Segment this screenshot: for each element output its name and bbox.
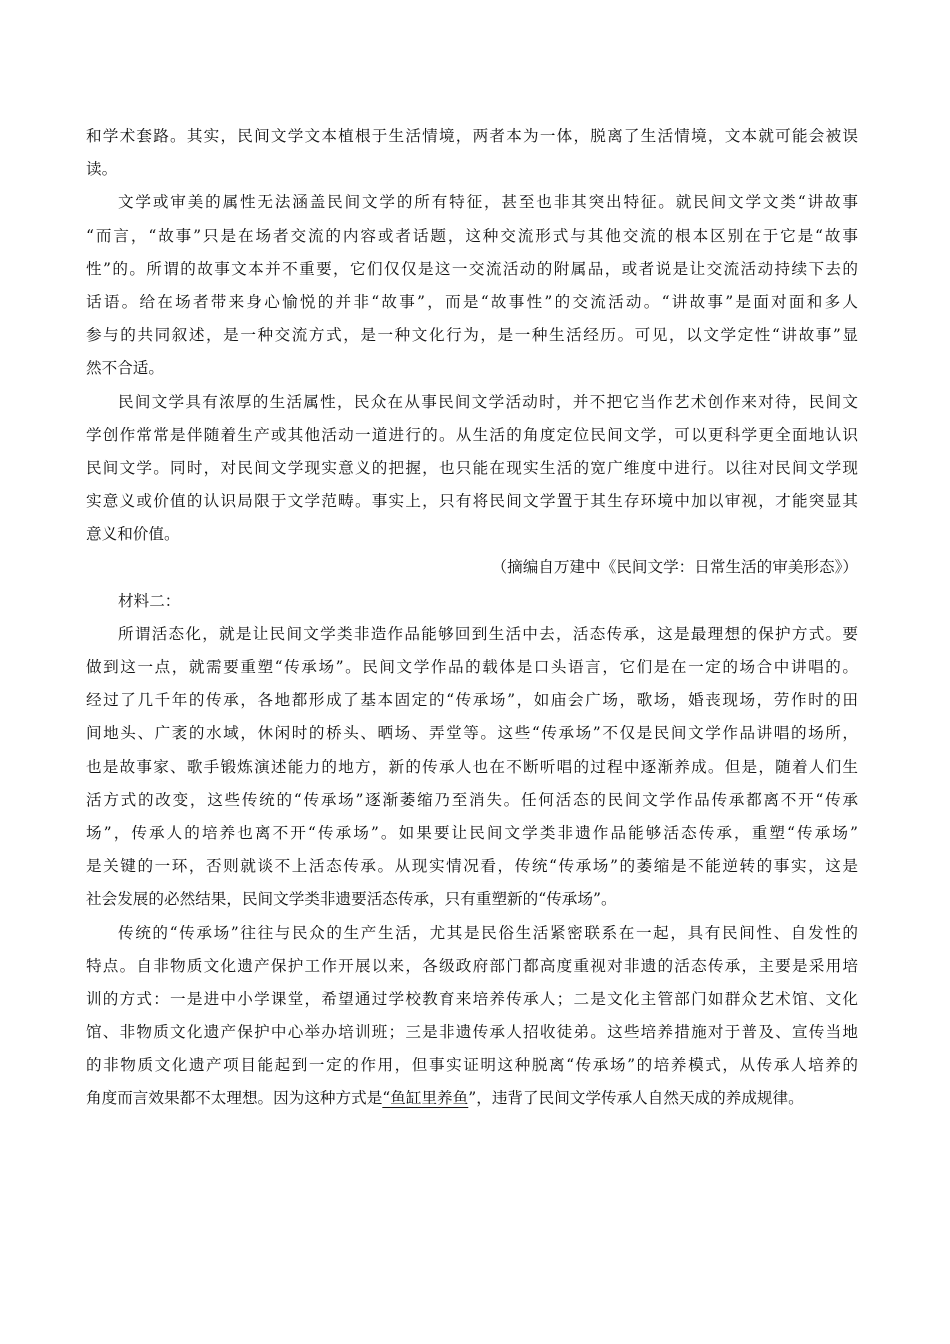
paragraph-1-line-1: 文学或审美的属性无法涵盖民间文学的所有特征，甚至也非其突出特征。就民间文学文类“讲故事	[118, 193, 858, 212]
paragraph-3-line-2: 做到这一点，就需要重塑“传承场”。民间文学作品的载体是口头语言，它们是在一定的场合中讲唱的。	[86, 658, 858, 676]
paragraph-1-line-4: 话语。给在场者带来身心愉悦的并非“故事”，而是“故事性”的交流活动。“讲故事”是面对面和多人	[86, 292, 858, 311]
paragraph-3-line-3: 经过了几千年的传承，各地都形成了基本固定的“传承场”，如庙会广场，歌场，婚丧现场，劳作时的田	[86, 691, 858, 710]
paragraph-4-line-3: 训的方式：一是进中小学课堂，希望通过学校教育来培养传承人；二是文化主管部门如群众艺术馆、文化	[86, 989, 858, 1008]
paragraph-2-line-1: 民间文学具有浓厚的生活属性，民众在从事民间文学活动时，并不把它当作艺术创作来对待，民间文	[118, 392, 858, 411]
material-2-heading: 材料二：	[118, 591, 181, 610]
paragraph-0-line-1: 和学术套路。其实，民间文学文本植根于生活情境，两者本为一体，脱离了生活情境，文本就可能会被误	[86, 127, 858, 145]
paragraph-4-line-5: 的非物质文化遗产项目能起到一定的作用，但事实证明这种脱离“传承场”的培养模式，从传承人培养的	[86, 1056, 858, 1075]
paragraph-3-line-9: 社会发展的必然结果，民间文学类非遗要活态传承，只有重塑新的“传承场”。	[86, 890, 617, 909]
paragraph-4-line-6-end: ”，违背了民间文学传承人自然天成的养成规律。	[468, 1089, 804, 1108]
document-page	[86, 120, 858, 1116]
paragraph-3-line-6: 活方式的改变，这些传统的“传承场”逐渐萎缩乃至消失。任何活态的民间文学作品传承都离不开“传承	[86, 790, 858, 809]
paragraph-3-line-4: 间地头、广袤的水域，休闲时的桥头、晒场、弄堂等。这些“传承场”不仅是民间文学作品讲唱的场所，	[86, 724, 858, 743]
paragraph-4-line-6	[86, 1082, 858, 1115]
paragraph-1-line-5: 参与的共同叙述，是一种交流方式，是一种文化行为，是一种生活经历。可见，以文学定性“讲故事”显	[86, 326, 858, 345]
paragraph-4-line-2: 特点。自非物质文化遗产保护工作开展以来，各级政府部门都高度重视对非遗的活态传承，主要是采用培	[86, 956, 858, 975]
source-citation: （摘编自万建中《民间文学：日常生活的审美形态》）	[491, 558, 858, 577]
underlined-phrase: “鱼缸里养鱼	[382, 1089, 469, 1108]
paragraph-1-line-2: “而言，“故事”只是在场者交流的内容或者话题，这种交流形式与其他交流的根本区别在于它是“故事	[86, 226, 858, 245]
paragraph-2-line-2: 学创作常常是伴随着生产或其他活动一道进行的。从生活的角度定位民间文学，可以更科学更全面地认识	[86, 425, 858, 444]
paragraph-1-line-6: 然不合适。	[86, 359, 164, 378]
paragraph-3-line-1: 所谓活态化，就是让民间文学类非造作品能够回到生活中去，活态传承，这是最理想的保护方式。要	[118, 624, 858, 643]
paragraph-2-line-4: 实意义或价值的认识局限于文学范畴。事实上，只有将民间文学置于其生存环境中加以审视，才能突显其	[86, 492, 858, 511]
paragraph-3-line-7: 场”，传承人的培养也离不开“传承场”。如果要让民间文学类非遗作品能够活态传承，重塑“传承场”	[86, 823, 858, 842]
paragraph-2-line-3: 民间文学。同时，对民间文学现实意义的把握，也只能在现实生活的宽广维度中进行。以往对民间文学现	[86, 458, 858, 477]
paragraph-4-line-4: 馆、非物质文化遗产保护中心举办培训班；三是非遗传承人招收徒弟。这些培养措施对于普及、宣传当地	[86, 1023, 858, 1042]
paragraph-0-line-2: 读。	[86, 160, 118, 179]
paragraph-2-line-5: 意义和价值。	[86, 525, 180, 544]
paragraph-4-line-1: 传统的“传承场”往往与民众的生产生活，尤其是民俗生活紧密联系在一起，具有民间性、自发性的	[118, 923, 858, 942]
paragraph-3-line-5: 也是故事家、歌手锻炼演述能力的地方，新的传承人也在不断听唱的过程中逐渐养成。但是，随着人们生	[86, 757, 858, 776]
paragraph-3-line-8: 是关键的一环，否则就谈不上活态传承。从现实情况看，传统“传承场”的萎缩是不能逆转的事实，这是	[86, 857, 858, 876]
paragraph-4-line-6-start: 角度而言效果都不太理想。因为这种方式是	[86, 1089, 383, 1108]
paragraph-1-line-3: 性”的。所谓的故事文本并不重要，它们仅仅是这一交流活动的附属品，或者说是让交流活动持续下去的	[86, 259, 858, 278]
